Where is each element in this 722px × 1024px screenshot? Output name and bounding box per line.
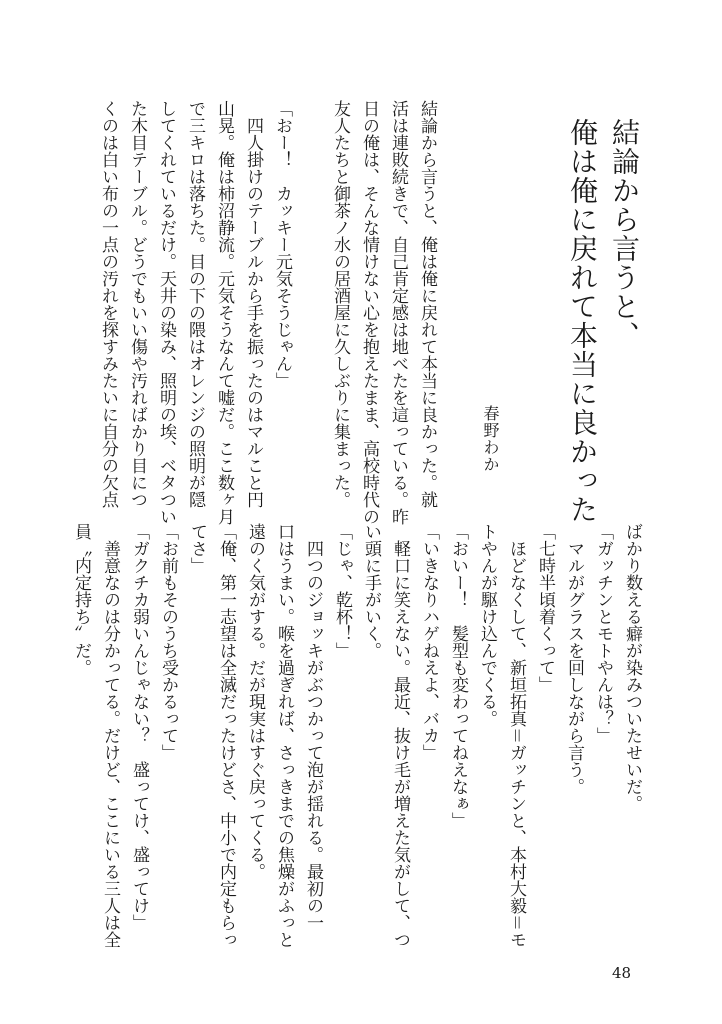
body-line: 口はうまい。喉を過ぎれば、さっきまでの焦燥がふっと (274, 523, 294, 948)
body-line: 四人掛けのテーブルから手を振ったのはマルこと円 (243, 100, 263, 508)
body-line: い頭に手がいく。 (361, 523, 381, 659)
body-line: 活は連敗続きで、自己肯定感は地べたを這っている。昨 (388, 100, 408, 525)
body-line: ほどなくして、新垣拓真＝ガッチンと、本村大毅＝モ (506, 523, 526, 948)
body-line: 軽口に笑えない。最近、抜け毛が増えた気がして、つ (390, 523, 410, 948)
body-line: 山晃。俺は柿沼静流。元気そうなんて嘘だ。ここ数ヶ月 (214, 100, 234, 525)
lower-text-block (66, 523, 646, 953)
title-line-1: 結論から言うと、 (608, 118, 641, 350)
body-line: 友人たちと御茶ノ水の居酒屋に久しぶりに集まった。 (330, 100, 350, 508)
body-line: で三キロは落ちた。目の下の隈はオレンジの照明が隠 (185, 100, 205, 508)
body-line: てさ」 (187, 523, 207, 574)
body-line: 善意なのは分かってる。だけど、ここにいる三人は全 (100, 523, 120, 948)
body-line: 「ガッチンとモトやんは？」 (593, 523, 613, 744)
body-line: 遠のく気がする。だが現実はすぐ戻ってくる。 (245, 523, 265, 880)
body-line: 「七時半頃着くって」 (535, 523, 555, 693)
body-line: 四つのジョッキがぶつかって泡が揺れる。最初の一 (303, 523, 323, 931)
upper-text-block (93, 100, 441, 525)
body-line: 「おー！ カッキー元気そうじゃん」 (272, 100, 292, 389)
body-line: ばかり数える癖が染みついたせいだ。 (622, 523, 642, 812)
body-line: 結論から言うと、俺は俺に戻れて本当に良かった。就 (417, 100, 437, 508)
body-line: 「俺、第一志望は全滅だったけどさ、中小で内定もらっ (216, 523, 236, 948)
body-line: 日の俺は、そんな情けない心を抱えたまま、高校時代の (359, 100, 379, 525)
body-line: 「ガクチカ弱いんじゃない？ 盛ってけ、盛ってけ」 (129, 523, 149, 931)
body-line: 「おいー！ 髪型も変わってねえなぁ」 (448, 523, 468, 829)
page-number: 48 (612, 964, 632, 982)
title-line-2: 俺は俺に戻れて本当に良かった (566, 118, 599, 524)
body-line (296, 100, 325, 500)
body-line: 員〝内定持ち〟だ。 (71, 523, 91, 676)
body-line: くのは白い布の一点の汚れを探すみたいに自分の欠点 (98, 100, 118, 508)
body-line: 「じゃ、乾杯！」 (332, 523, 352, 659)
body-line: た木目テーブル。どうでもいい傷や汚ればかり目につ (127, 100, 147, 508)
body-line: トやんが駆け込んでくる。 (477, 523, 497, 727)
body-line: してくれているだけ。天井の染み、照明の埃、ベタつい (156, 100, 176, 525)
body-line: 「お前もそのうち受かるって」 (158, 523, 178, 761)
body-line: 「いきなりハゲねえよ、バカ」 (419, 523, 439, 761)
author-name: 春野わか (481, 405, 500, 473)
body-line: マルがグラスを回しながら言う。 (564, 523, 584, 795)
